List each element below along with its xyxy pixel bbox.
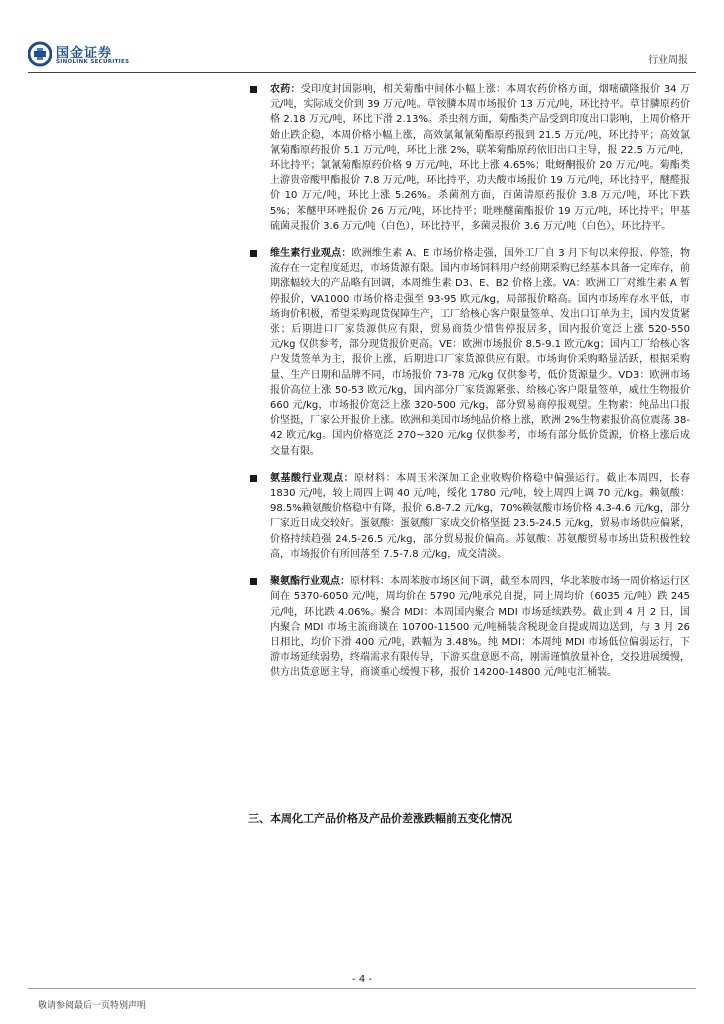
footer-divider xyxy=(28,988,696,989)
item-text: 欧洲维生素 A、E 市场价格走强，国外工厂自 3 月下旬以来停报、停签，物流存在一定程度延迟，市场货源有限。国内市场饲料用户经前期采购已经基本具备一定库存，前期涨幅较大的产品略有回调，本周维生素 D3、E、B2 价格上涨。VA：欧洲工厂对维生素 A 暂停报价，VA1000 市场价格走强至 93-95 欧元/kg，局部报价略高。国内市场库存水平低，市场询价积极，希望采购现货保障生产，工厂给核心客户限量签单、发出口订单为主，国内发货紧张；后期进口厂家货源供应有限，贸易商货少惜售停报居多，国内报价宽泛上涨 520-550 元/kg 仅供参考，部分现货报价更高。VE：欧洲市场报价 8.5-9.1 欧元/kg；国内工厂给核心客户发货签单为主，报价上涨，后期进口厂家货源供应有限。市场询价采购略显活跃，根据采购量、生产日期和品牌不同，市场报价 73-78 元/kg 仅供参考，低价货源量少。VD3：欧洲市场报价高位上涨 50-53 欧元/kg，国内部分厂家货源紧张、给核心客户限量签单，威仕生物报价 660 元/kg，市场报价宽泛上涨 320-500 元/kg，部分贸易商停报观望。生物素：纯品出口报价坚挺，厂家公开报价上涨。欧洲和美国市场纯品价格上涨，欧洲 2%生物素报价高位震荡 38-42 欧元/kg。国内价格宽泛 270~320 元/kg 仅供参考，市场有部分低价货源，价格上涨后成交量有限。 xyxy=(270,248,690,457)
bullet-icon xyxy=(250,578,257,585)
bullet-icon xyxy=(250,86,257,93)
list-item-polyurethane xyxy=(250,574,690,680)
item-label: 维生素行业观点： xyxy=(270,248,352,260)
item-text: 受印度封国影响，相关菊酯中间体小幅上涨：本周农药价格方面，烟嘧磺隆报价 34 万元/吨，实际成交价到 39 万元/吨。草铵膦本周市场报价 13 万元/吨，环比持平。草甘膦原药价格 2.18 万元/吨，环比下滑 2.13%。杀虫剂方面，菊酯类产品受到印度出口影响，上周价格开始止跌企稳，本周价格小幅上涨，高效氯氟氰菊酯原药报到 21.5 万元/吨，环比持平；高效氯氰菊酯原药报价 5.1 万元/吨，环比上涨 2%，联苯菊酯原药依旧出口主导，报 22.5 万元/吨，环比持平；氯氰菊酯原药价格 9 万元/吨，环比上涨 4.65%；吡蚜酮报价 20 万元/吨。菊酯类上游贵帝酸甲酯报价 7.8 万元/吨，环比持平，功夫酸市场报价 19 万元/吨，环比持平，醚醛报价 10 万元/吨，环比上涨 5.26%。杀菌剂方面，百菌清原药报价 3.8 万元/吨，环比下跌 5%；苯醚甲环唑报价 26 万元/吨，环比持平；吡唑醚菌酯报价 19 万元/吨，环比持平；甲基硫菌灵报价 3.6 万元/吨（白色），环比持平，多菌灵报价 3.6 万元/吨（白色），环比持平。 xyxy=(270,84,690,232)
bullet-icon xyxy=(250,475,257,482)
list-item-pesticides xyxy=(250,82,690,234)
page-header xyxy=(28,38,696,72)
disclaimer-note: 敬请参阅最后一页特别声明 xyxy=(38,1001,147,1011)
logo-text-cn: 国金证券 xyxy=(56,46,113,61)
item-text: 原材料：本周苯胺市场区间下调，截至本周四，华北苯胺市场一周价格运行区间在 5370-6050 元/吨，周均价在 5790 元/吨承兑自提，同上周均价（6035 元/吨）跌 245 元/吨，环比跌 4.06%。聚合 MDI：本周国内聚合 MDI 市场延续跌势。截止到 4 月 2 日，国内聚合 MDI 市场主流商谈在 10700-11500 元/吨桶装含税现金自提或周边送到，与 3 月 26 日相比，均价下滑 400 元/吨，跌幅为 3.48%。纯 MDI：本周纯 MDI 市场低位偏弱运行，下游市场延续弱势，终端需求有限传导，下游买盘意愿不高，刚需谨慎放量补仓，交投进展缓慢，供方出货意愿主导，商谈重心缓慢下移，报价 14200-14800 元/吨屯汇桶装。 xyxy=(270,576,690,679)
section-heading: 三、本周化工产品价格及产品价差涨跌幅前五变化情况 xyxy=(248,812,512,825)
page-number: - 4 - xyxy=(352,974,372,985)
header-divider xyxy=(28,72,696,73)
body-content xyxy=(250,82,690,693)
item-label: 农药： xyxy=(270,84,301,95)
list-item-amino-acids xyxy=(250,471,690,562)
sinolink-logo-icon xyxy=(28,40,52,68)
company-logo xyxy=(28,40,168,70)
bullet-icon xyxy=(250,250,257,257)
logo-text-en: SINOLINK SECURITIES xyxy=(56,59,130,65)
report-type-label: 行业周报 xyxy=(648,55,688,66)
list-item-vitamins xyxy=(250,246,690,459)
item-label: 氨基酸行业观点： xyxy=(270,472,355,484)
item-text: 原材料：本周玉米深加工企业收购价格稳中偏强运行。截止本周四，长春 1830 元/吨，较上周四上调 40 元/吨，绥化 1780 元/吨，较上周四上调 70 元/kg。赖氨酸：98.5%赖氨酸价格稳中有降，报价 6.8-7.2 元/kg，70%赖氨酸市场价格 4.3-4.6 元/kg，部分厂家近日成交较好。蛋氨酸：蛋氨酸厂家成交价格坚挺 23.5-24.5 元/kg，贸易市场供应偏紧，价格持续趋强 24.5-26.5 元/kg，部分贸易报价偏高。苏氨酸：苏氨酸贸易市场出货积极性较高，市场报价有所回落至 7.5-7.8 元/kg，成交清淡。 xyxy=(270,472,691,560)
item-label: 聚氨酯行业观点： xyxy=(270,576,350,588)
